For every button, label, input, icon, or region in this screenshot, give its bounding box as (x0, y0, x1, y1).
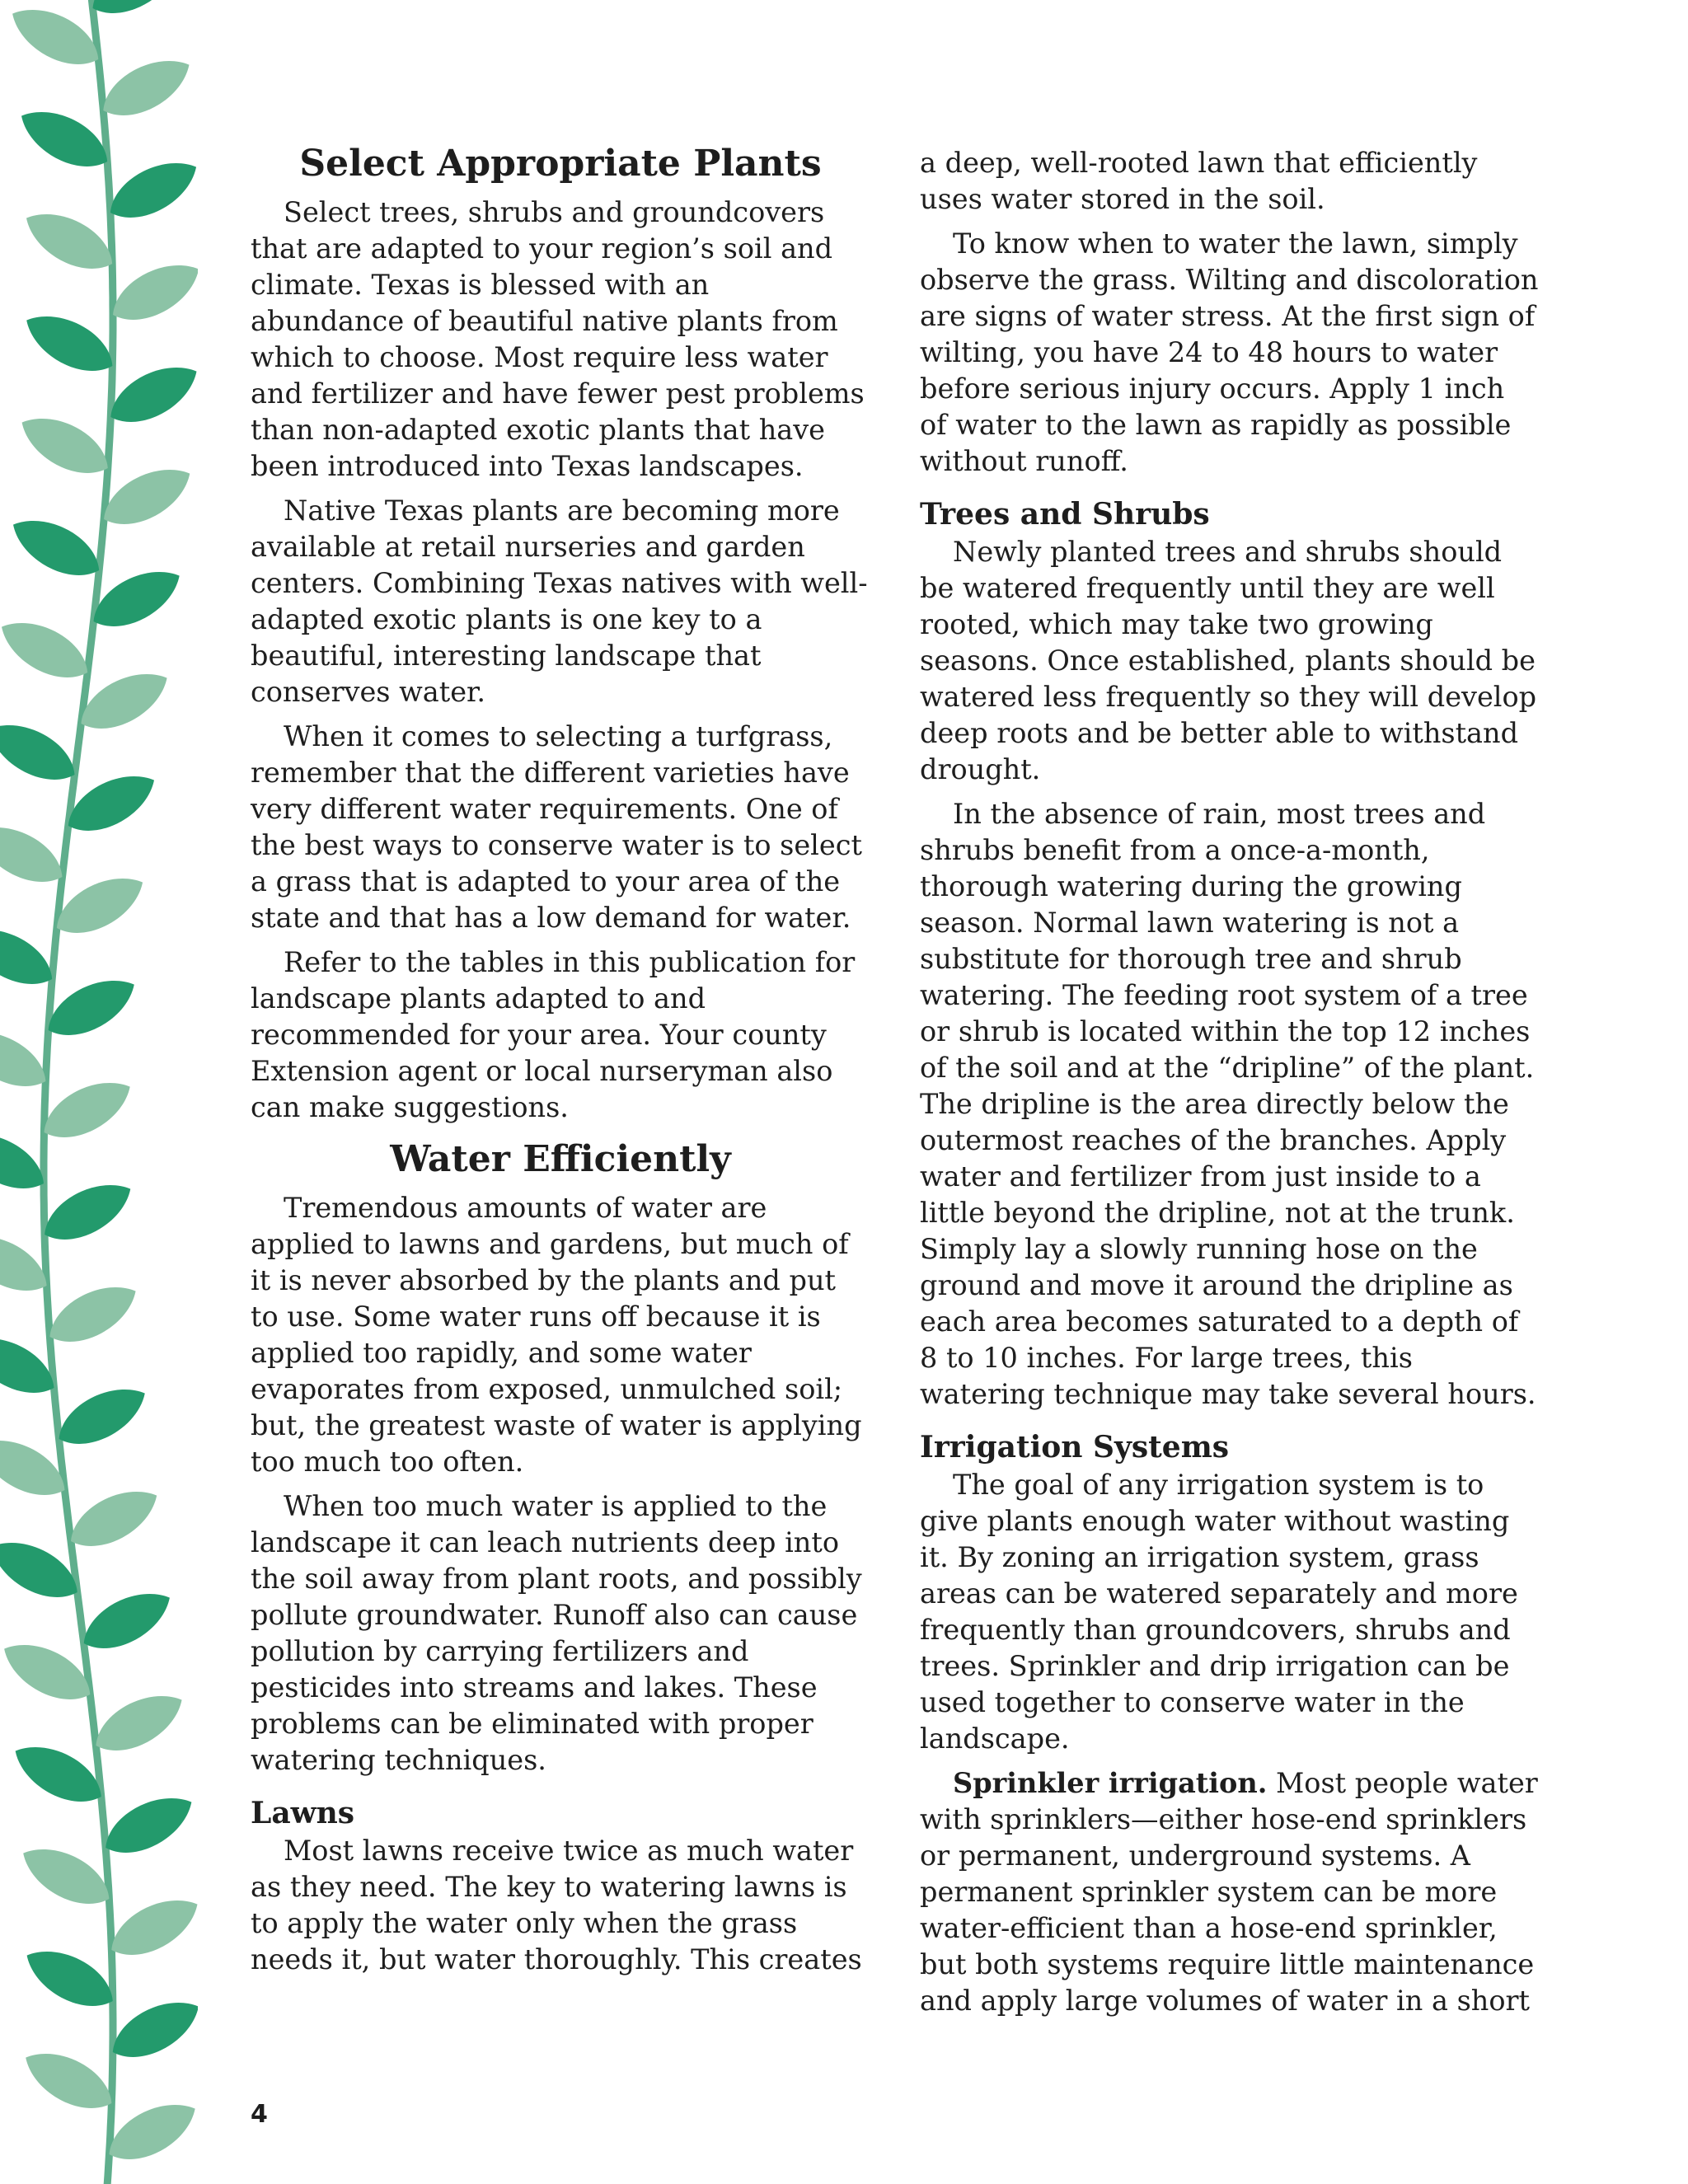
paragraph: When it comes to selecting a turfgrass, remember that the different varieties have very different water requirements. One of the best ways to conserve water is to select a grass that is adapted to your area of the state and that has a low demand for water. (251, 720, 862, 934)
page-number: 4 (251, 2100, 268, 2129)
leaf-icon (3, 506, 109, 588)
leaf-icon (103, 1988, 198, 2070)
leaf-icon (49, 1375, 155, 1457)
left-column (251, 134, 870, 1986)
paragraph: Select trees, shrubs and groundcovers that are adapted to your region’s soil and climate. Texas is blessed with an abundance of beautiful native plants from which to choose. Most require less water and fertilizer and have fewer pest problems than non-adapted exotic plants that have been introduced into Texas landscapes. (251, 196, 865, 482)
paragraph-sprinkler-irrigation (920, 1765, 1540, 2019)
leaf-icon (61, 1477, 166, 1559)
heading-select-appropriate-plants: Select Appropriate Plants (299, 143, 822, 185)
leaf-icon (0, 608, 97, 691)
leaf-icon (40, 1272, 145, 1355)
subheading-trees-and-shrubs: Trees and Shrubs (920, 497, 1210, 532)
subheading-lawns: Lawns (251, 1796, 355, 1830)
subheading-irrigation-systems: Irrigation Systems (920, 1430, 1230, 1465)
leaf-icon (16, 302, 122, 384)
right-column (920, 145, 1540, 2027)
leaf-icon (101, 148, 198, 231)
leaf-icon (93, 46, 198, 129)
paragraph: The goal of any irrigation system is to give plants enough water without wasting it. By zoning an irrigation system, grass areas can be watered separately and more frequently than groundcovers, shrubs and trees. Sprinkler and drip irrigation can be used together to conserve water in the landscape. (920, 1469, 1518, 1755)
leaf-icon (74, 1579, 180, 1661)
leaf-icon (86, 1681, 191, 1764)
paragraph: Native Texas plants are becoming more available at retail nurseries and garden centers. Combining Texas natives with well-adapted exotic plants is one key to a beautiful, interesting landscape that conserves water. (251, 494, 868, 708)
leafy-vine-icon (0, 0, 198, 2184)
paragraph: To know when to water the lawn, simply observe the grass. Wilting and discoloration are signs of water stress. At the first sign of wilting, you have 24 to 48 hours to water before serious injury occurs. Apply 1 inch of water to the lawn as rapidly as possible without runoff. (920, 227, 1539, 477)
paragraph-text: Most people water with sprinklers—either hose-end sprinklers or permanent, underground systems. A permanent sprinkler system can be more water-efficient than a hose-end sprinkler, but both systems require little maintenance and apply large volumes of water in a short (920, 1767, 1538, 2017)
leaf-icon (96, 1783, 198, 1866)
leaf-icon (35, 1068, 140, 1151)
leaf-icon (12, 404, 118, 486)
paragraph: When too much water is applied to the landscape it can leach nutrients deep into the soil away from plant roots, and possibly pollute groundwater. Runoff also can cause pollution by carrying fertilizers and pesticides into streams and lakes. These problems can be eliminated with proper watering techniques. (251, 1490, 862, 1776)
paragraph: Refer to the tables in this publication for landscape plants adapted to and recommended for your area. Your county Extension agent or local nurseryman also can make suggestions. (251, 946, 856, 1123)
paragraph: Most lawns receive twice as much water as they need. The key to watering lawns is to apply the water only when the grass needs it, but water thoroughly. This creates (251, 1835, 862, 1975)
paragraph: Newly planted trees and shrubs should be watered frequently until they are well rooted, which may take two growing seasons. Once established, plants should be watered less frequently so they will develop deep roots and be better able to withstand drought. (920, 536, 1537, 785)
leaf-icon (83, 0, 189, 27)
heading-water-efficiently: Water Efficiently (390, 1138, 731, 1180)
leaf-icon (35, 1170, 140, 1253)
run-in-heading: Sprinkler irrigation. (953, 1767, 1268, 1799)
leaf-icon (16, 2039, 121, 2121)
leaf-icon (101, 1886, 198, 1968)
leaf-icon (103, 251, 198, 333)
paragraph-continued: a deep, well-rooted lawn that efficiently uses water stored in the soil. (920, 147, 1478, 215)
leaf-icon (16, 199, 122, 282)
paragraph: In the absence of rain, most trees and shrubs benefit from a once-a-month, thorough watering during the growing season. Normal lawn watering is not a substitute for thorough tree and shrub watering. The feeding root system of a tree or shrub is located within the top 12 inches of the soil and at the “dripline” of the plant. The dripline is the area directly below the outermost reaches of the branches. Apply water and fertilizer from just inside to a little beyond the dripline, not at the trunk. Simply lay a slowly running hose on the ground and move it around the dripline as each area becomes saturated to a depth of 8 to 10 inches. For large trees, this watering technique may take several hours. (920, 798, 1536, 1410)
leaf-icon (17, 1937, 123, 2019)
paragraph: Tremendous amounts of water are applied to lawns and gardens, but much of it is never absorbed by the plants and put to use. Some water runs off because it is applied too rapidly, and some water evaporates from exposed, unmulched soil; but, the greatest waste of water is applying too much too often. (251, 1192, 862, 1478)
